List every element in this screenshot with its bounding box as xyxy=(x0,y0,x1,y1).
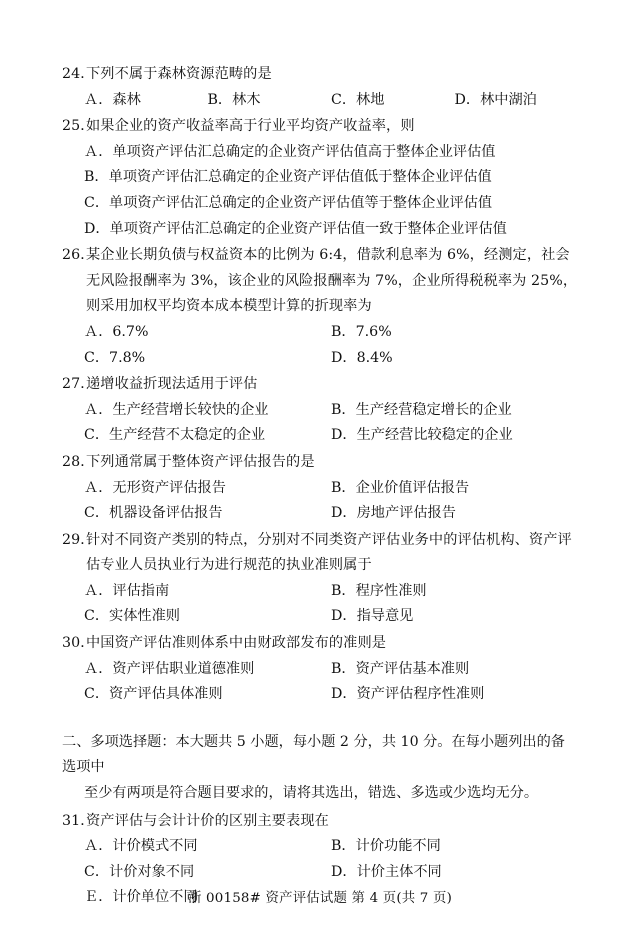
question-stem xyxy=(62,528,578,579)
page-footer: 浙 00158# 资产评估试题 第 4 页(共 7 页) xyxy=(188,891,452,906)
option-row xyxy=(62,88,578,114)
option-label: D． xyxy=(331,863,357,880)
option-text: 资产评估具体准则 xyxy=(109,686,223,703)
option-text: 生产经营稳定增长的企业 xyxy=(355,401,512,418)
option-text: 林中湖泊 xyxy=(480,91,537,108)
question-stem xyxy=(62,372,578,398)
question-text: 下列通常属于整体资产评估报告的是 xyxy=(86,453,315,470)
option-text: 单项资产评估汇总确定的企业资产评估值等于整体企业评估值 xyxy=(109,194,493,211)
option-choice[interactable] xyxy=(84,140,578,166)
question-stem xyxy=(62,62,578,88)
option-choice[interactable] xyxy=(84,604,331,630)
option-text: 计价对象不同 xyxy=(109,863,195,880)
section-two-heading-line1: 二、多项选择题：本大题共 5 小题，每小题 2 分，共 10 分。在每小题列出的备选项中 xyxy=(62,733,565,776)
option-text: 生产经营增长较快的企业 xyxy=(112,401,269,418)
question-number: 24． xyxy=(62,66,95,82)
option-label: D． xyxy=(331,427,357,444)
option-label: C． xyxy=(331,91,357,108)
question-text: 如果企业的资产收益率高于行业平均资产收益率，则 xyxy=(86,118,415,135)
option-text: 单项资产评估汇总确定的企业资产评估值高于整体企业评估值 xyxy=(112,143,496,160)
option-choice[interactable] xyxy=(331,501,578,527)
option-text: 资产评估职业道德准则 xyxy=(112,660,255,677)
option-text: 无形资产评估报告 xyxy=(112,479,226,496)
option-choice[interactable] xyxy=(84,682,331,708)
question-text: 针对不同资产类别的特点，分别对不同类资产评估业务中的评估机构、资产评估专业人员执业行为进行规范的执业准则属于 xyxy=(86,531,572,574)
option-label: C． xyxy=(84,863,110,880)
option-row xyxy=(62,604,578,630)
option-row xyxy=(62,501,578,527)
option-row xyxy=(62,191,578,217)
option-row xyxy=(62,657,578,683)
option-label: C． xyxy=(84,349,110,366)
question-stem xyxy=(62,809,578,835)
question-text: 某企业长期负债与权益资本的比例为 6:4，借款利息率为 6%，经测定，社会无风险报酬率为 3%，该企业的风险报酬率为 7%，企业所得税税率为 25%，则采用加权平均资本成本模型计算的折现率为 xyxy=(86,247,578,315)
option-label: D． xyxy=(331,349,357,366)
option-label: C． xyxy=(84,686,110,703)
question-number: 30． xyxy=(62,635,95,652)
question-number: 27． xyxy=(62,376,95,393)
question-block xyxy=(62,631,578,708)
question-block xyxy=(62,372,578,449)
option-label: C． xyxy=(84,505,110,522)
option-choice[interactable] xyxy=(84,501,331,527)
option-label: B． xyxy=(331,323,356,340)
option-choice[interactable] xyxy=(331,423,578,449)
option-row xyxy=(62,320,578,346)
option-choice[interactable] xyxy=(84,834,331,860)
option-text: 指导意见 xyxy=(356,608,414,625)
option-text: 生产经营比较稳定的企业 xyxy=(356,427,513,444)
option-text: 7.6% xyxy=(355,323,392,340)
option-text: 计价模式不同 xyxy=(112,838,198,855)
option-label: Ａ． xyxy=(84,582,113,599)
option-choice[interactable] xyxy=(331,604,578,630)
option-choice[interactable] xyxy=(84,191,578,217)
option-choice[interactable] xyxy=(331,88,455,114)
question-block xyxy=(62,450,578,527)
option-row xyxy=(62,834,578,860)
option-label: B． xyxy=(331,582,356,599)
question-text: 下列不属于森林资源范畴的是 xyxy=(86,66,272,82)
question-text: 资产评估与会计计价的区别主要表现在 xyxy=(86,812,329,829)
question-stem xyxy=(62,114,578,140)
option-choice[interactable] xyxy=(84,88,208,114)
option-label: B． xyxy=(331,401,356,418)
option-text: 6.7% xyxy=(112,323,149,340)
question-stem xyxy=(62,631,578,657)
option-text: 单项资产评估汇总确定的企业资产评估值低于整体企业评估值 xyxy=(108,169,492,186)
question-text: 递增收益折现法适用于评估 xyxy=(86,376,258,393)
question-stem xyxy=(62,243,578,320)
question-number: 25． xyxy=(62,118,95,135)
option-row xyxy=(62,423,578,449)
option-text: 企业价值评估报告 xyxy=(355,479,470,496)
option-text: 生产经营不太稳定的企业 xyxy=(109,427,266,444)
single-choice-question-list xyxy=(62,62,578,708)
question-number: 28． xyxy=(62,453,95,470)
option-text: 林木 xyxy=(232,91,261,108)
section-two-heading-line2: 至少有两项是符合题目要求的，请将其选出，错选、多选或少选均无分。 xyxy=(84,785,539,802)
option-row xyxy=(62,579,578,605)
option-choice[interactable] xyxy=(331,682,578,708)
option-text: 程序性准则 xyxy=(355,582,427,599)
option-label: B． xyxy=(331,838,356,855)
option-label: D． xyxy=(331,505,357,522)
option-label: Ａ． xyxy=(84,143,113,160)
option-label: B． xyxy=(331,660,356,677)
option-choice[interactable] xyxy=(84,398,331,424)
option-text: 资产评估基本准则 xyxy=(355,660,470,677)
option-choice[interactable] xyxy=(331,346,578,372)
option-choice[interactable] xyxy=(84,657,331,683)
option-choice[interactable] xyxy=(84,860,331,886)
option-label: Ａ． xyxy=(84,838,113,855)
option-choice[interactable] xyxy=(84,165,578,191)
question-block xyxy=(62,62,578,113)
option-label: Ａ． xyxy=(84,91,113,108)
option-label: D． xyxy=(84,220,110,237)
option-choice[interactable] xyxy=(331,834,578,860)
question-number: 31． xyxy=(62,812,95,829)
option-text: 森林 xyxy=(112,91,141,108)
question-number: 29． xyxy=(62,531,95,548)
option-choice[interactable] xyxy=(84,476,331,502)
option-label: Ａ． xyxy=(84,323,113,340)
option-row xyxy=(62,140,578,166)
option-label: D． xyxy=(331,686,357,703)
option-label: Ａ． xyxy=(84,401,113,418)
option-row xyxy=(62,476,578,502)
question-number: 26． xyxy=(62,247,95,264)
option-choice[interactable] xyxy=(84,579,331,605)
option-label: D． xyxy=(454,91,481,108)
option-row xyxy=(62,217,578,243)
option-row xyxy=(62,398,578,424)
option-text: 8.4% xyxy=(356,349,393,366)
option-choice[interactable] xyxy=(84,217,578,243)
option-label: Ｅ． xyxy=(84,889,113,906)
option-choice[interactable] xyxy=(331,657,578,683)
option-text: 7.8% xyxy=(109,349,146,366)
option-choice[interactable] xyxy=(208,88,332,114)
option-choice[interactable] xyxy=(84,423,331,449)
option-choice[interactable] xyxy=(84,346,331,372)
option-label: C． xyxy=(84,608,110,625)
option-label: D． xyxy=(331,608,357,625)
page-content xyxy=(62,62,578,912)
option-row xyxy=(62,165,578,191)
option-label: Ａ． xyxy=(84,479,113,496)
option-text: 计价主体不同 xyxy=(356,863,442,880)
option-label: B． xyxy=(84,169,109,186)
option-label: Ａ． xyxy=(84,660,113,677)
option-choice[interactable] xyxy=(331,320,578,346)
option-choice[interactable] xyxy=(331,398,578,424)
option-row xyxy=(62,346,578,372)
option-text: 实体性准则 xyxy=(109,608,180,625)
option-choice[interactable] xyxy=(331,476,578,502)
option-label: C． xyxy=(84,427,110,444)
option-text: 资产评估程序性准则 xyxy=(356,686,485,703)
option-text: 林地 xyxy=(356,91,385,108)
option-label: B． xyxy=(331,479,356,496)
question-block xyxy=(62,114,578,242)
question-stem xyxy=(62,450,578,476)
option-label: C． xyxy=(84,194,110,211)
option-text: 计价单位不同 xyxy=(112,889,198,906)
option-choice[interactable] xyxy=(331,579,578,605)
option-row xyxy=(62,682,578,708)
option-row xyxy=(62,860,578,886)
section-two-heading xyxy=(62,730,578,807)
option-text: 评估指南 xyxy=(112,582,170,599)
question-text: 中国资产评估准则体系中由财政部发布的准则是 xyxy=(86,635,387,652)
question-block xyxy=(62,243,578,371)
option-text: 机器设备评估报告 xyxy=(109,505,223,522)
question-block xyxy=(62,528,578,630)
option-text: 房地产评估报告 xyxy=(356,505,456,522)
option-text: 单项资产评估汇总确定的企业资产评估值一致于整体企业评估值 xyxy=(109,220,507,237)
option-label: B． xyxy=(207,91,233,108)
option-choice[interactable] xyxy=(331,860,578,886)
option-text: 计价功能不同 xyxy=(355,838,441,855)
option-choice[interactable] xyxy=(455,88,579,114)
option-choice[interactable] xyxy=(84,320,331,346)
